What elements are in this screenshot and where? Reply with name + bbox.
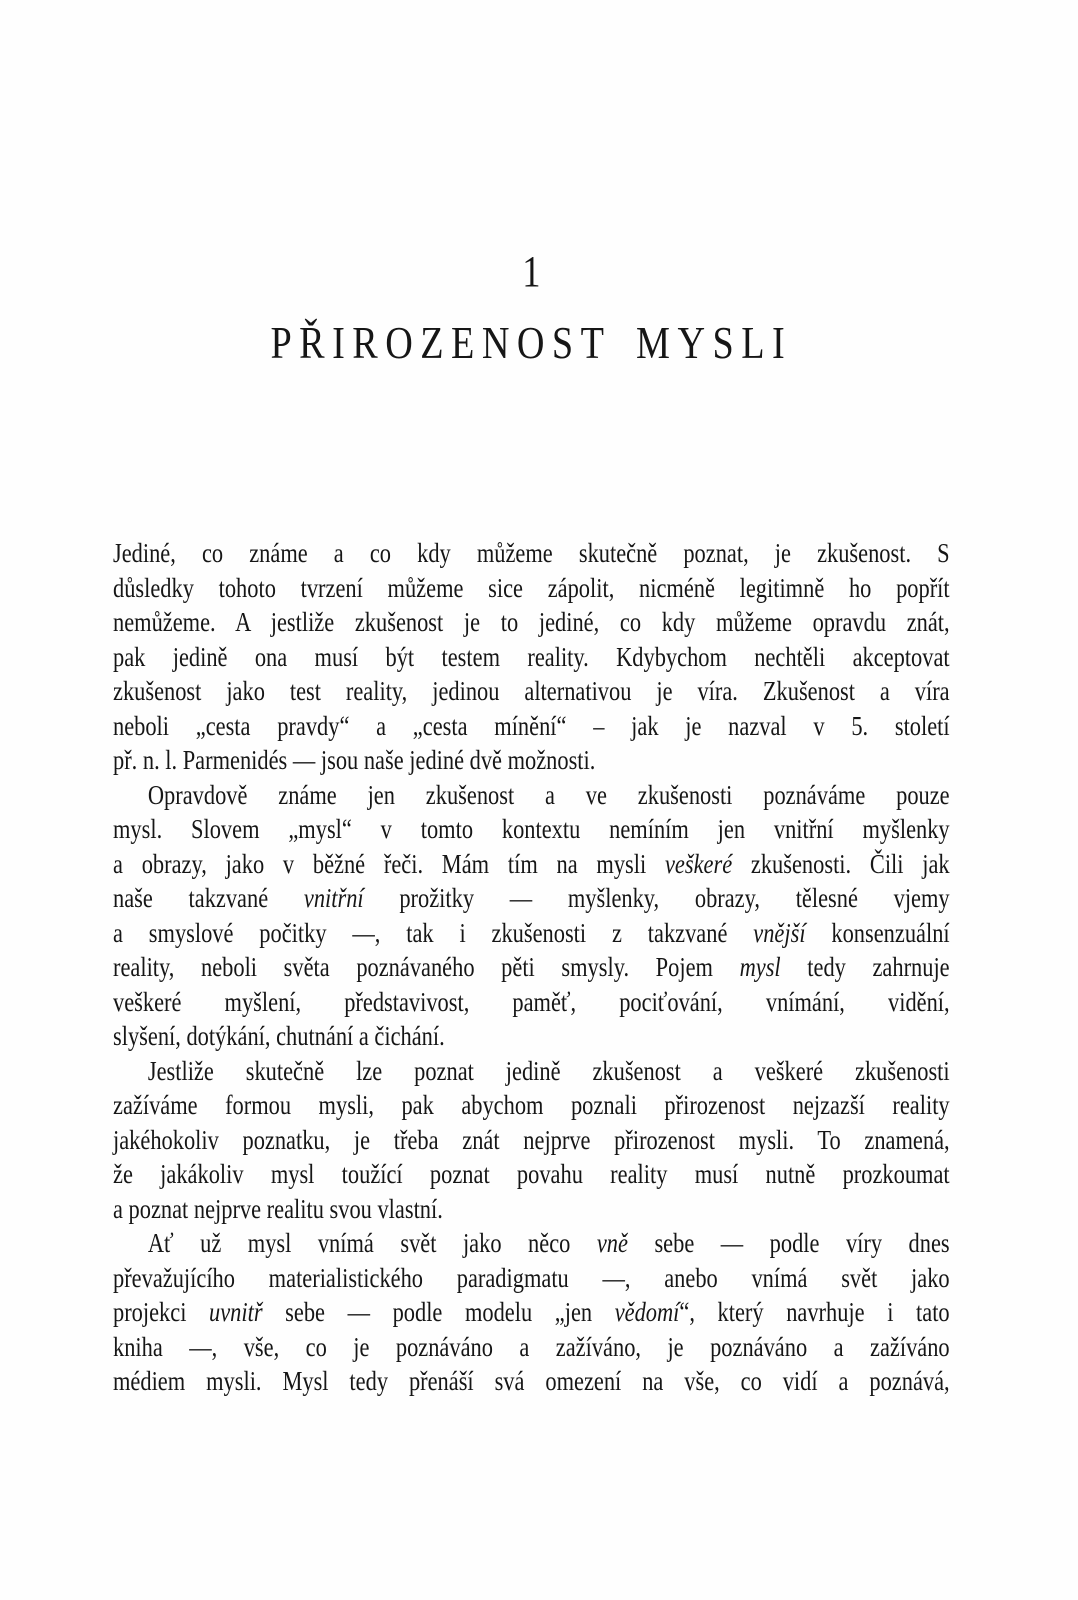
- text-line: Jestliže skutečně lze poznat jedině zkušenost a veškeré zkušenosti: [147, 1055, 950, 1086]
- text-line: veškeré myšlení, představivost, paměť, pociťování, vnímání, vidění,: [113, 986, 950, 1017]
- text-line: naše takzvané vnitřní prožitky — myšlenky, obrazy, tělesné vjemy: [113, 883, 950, 913]
- text-line: jakéhokoliv poznatku, je třeba znát nejprve přirozenost mysli. To znamená,: [113, 1124, 950, 1155]
- text-line: př. n. l. Parmenidés — jsou naše jediné dvě možnosti.: [113, 745, 596, 775]
- text-line: zkušenost jako test reality, jedinou alternativou je víra. Zkušenost a víra: [113, 676, 950, 706]
- italic-text: vnitřní: [303, 883, 364, 913]
- text-line: zažíváme formou mysli, pak abychom poznali přirozenost nejzazší reality: [113, 1090, 950, 1120]
- text-line: Opravdově známe jen zkušenost a ve zkušenosti poznáváme pouze: [147, 779, 950, 810]
- italic-text: vně: [596, 1228, 628, 1258]
- italic-text: mysl: [739, 952, 781, 982]
- text-line: pak jedině ona musí být testem reality. Kdybychom nechtěli akceptovat: [113, 641, 950, 672]
- italic-text: vnější: [753, 917, 806, 948]
- text-line: slyšení, dotýkání, chutnání a čichání.: [113, 1021, 445, 1051]
- text-line: kniha —, vše, co je poznáváno a zažíváno, je poznáváno a zažíváno: [113, 1331, 950, 1362]
- text-line: Jediné, co známe a co kdy můžeme skutečně poznat, je zkušenost. S: [113, 538, 950, 568]
- paragraph: [113, 536, 950, 778]
- text-line: a obrazy, jako v běžné řeči. Mám tím na mysli veškeré zkušenosti. Čili jak: [113, 848, 950, 879]
- text-line: médiem mysli. Mysl tedy přenáší svá omezení na vše, co vidí a poznává,: [113, 1366, 950, 1396]
- text-line: projekci uvnitř sebe — podle modelu „jen vědomí“, který navrhuje i tato: [113, 1297, 950, 1327]
- text-line: nemůžeme. A jestliže zkušenost je to jediné, co kdy můžeme opravdu znát,: [113, 607, 950, 637]
- italic-text: veškeré: [664, 848, 733, 879]
- text-line: důsledky tohoto tvrzení můžeme sice zápolit, nicméně legitimně ho popřít: [113, 572, 950, 603]
- italic-text: vědomí: [614, 1297, 680, 1327]
- text-line: Ať už mysl vnímá svět jako něco vně sebe — podle víry dnes: [147, 1228, 950, 1258]
- paragraph: [113, 1054, 950, 1227]
- chapter-title: PŘIROZENOST MYSLI: [270, 317, 793, 368]
- text-line: že jakákoliv mysl toužící poznat povahu reality musí nutně prozkoumat: [113, 1159, 950, 1189]
- body-text: [113, 536, 950, 1399]
- text-line: mysl. Slovem „mysl“ v tomto kontextu nemíním jen vnitřní myšlenky: [113, 814, 950, 844]
- paragraph: [113, 1226, 950, 1399]
- paragraph: [113, 778, 950, 1054]
- italic-text: uvnitř: [209, 1297, 263, 1327]
- text-line: převažujícího materialistického paradigmatu —, anebo vnímá svět jako: [113, 1262, 950, 1293]
- chapter-number: 1: [522, 247, 541, 296]
- text-line: a smyslové počitky —, tak i zkušenosti z takzvané vnější konsenzuální: [113, 917, 950, 948]
- text-line: reality, neboli světa poznávaného pěti smysly. Pojem mysl tedy zahrnuje: [113, 952, 950, 982]
- text-line: a poznat nejprve realitu svou vlastní.: [113, 1193, 443, 1224]
- text-line: neboli „cesta pravdy“ a „cesta mínění“ – jak je nazval v 5. století: [113, 710, 950, 741]
